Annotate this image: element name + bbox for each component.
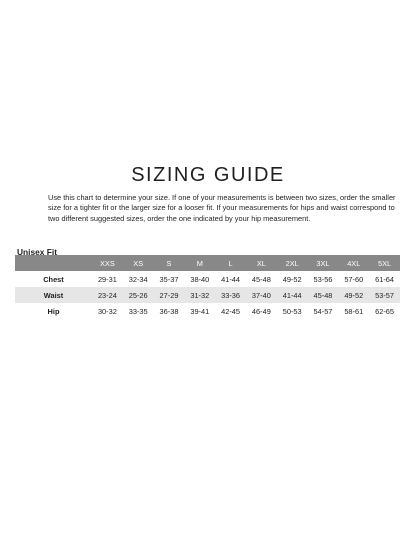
- size-header-2xl: 2XL: [285, 258, 299, 268]
- table-cell: 53-56: [313, 274, 333, 284]
- table-cell: 38-40: [190, 274, 210, 284]
- table-row-hip: [15, 303, 400, 319]
- table-cell: 50-53: [282, 306, 302, 316]
- table-cell: 39-41: [190, 306, 210, 316]
- table-cell: 36-38: [159, 306, 179, 316]
- size-header-m: M: [196, 258, 203, 268]
- header-corner-cell: [15, 255, 92, 271]
- table-cell: 41-44: [221, 274, 241, 284]
- table-cell: 62-65: [375, 306, 395, 316]
- row-label-hip: Hip: [47, 306, 60, 316]
- table-cell: 33-36: [221, 290, 241, 300]
- row-label-chest: Chest: [43, 274, 64, 284]
- table-cell: 45-48: [251, 274, 271, 284]
- table-cell: 30-32: [97, 306, 117, 316]
- table-cell: 45-48: [313, 290, 333, 300]
- table-cell: 33-35: [128, 306, 148, 316]
- table-cell: 31-32: [190, 290, 210, 300]
- table-cell: 27-29: [159, 290, 179, 300]
- intro-paragraph: Use this chart to determine your size. If one of your measurements is between two sizes, order the smaller size for a tighter fit or the larger size for a looser fit. If your measurements for hips and waist correspond to two different suggested sizes, order the one indicated by your hip measurement.: [48, 193, 396, 223]
- size-header-row: [15, 255, 400, 271]
- table-cell: 57-60: [344, 274, 364, 284]
- size-header-5xl: 5XL: [378, 258, 392, 268]
- table-cell: 25-26: [128, 290, 148, 300]
- table-cell: 41-44: [282, 290, 302, 300]
- size-header-xxs: XXS: [100, 258, 115, 268]
- size-header-xl: XL: [256, 258, 266, 268]
- table-cell: 42-45: [221, 306, 241, 316]
- table-cell: 23-24: [97, 290, 117, 300]
- table-cell: 54-57: [313, 306, 333, 316]
- table-cell: 35-37: [159, 274, 179, 284]
- table-row-waist: [15, 287, 400, 303]
- table-cell: 49-52: [282, 274, 302, 284]
- row-label-waist: Waist: [43, 290, 64, 300]
- size-header-xs: XS: [133, 258, 144, 268]
- table-cell: 53-57: [375, 290, 395, 300]
- table-cell: 32-34: [128, 274, 148, 284]
- size-chart-table: [15, 255, 400, 319]
- table-row-chest: [15, 271, 400, 287]
- size-header-s: S: [166, 258, 172, 268]
- table-cell: 49-52: [344, 290, 364, 300]
- size-header-4xl: 4XL: [347, 258, 361, 268]
- section-label-unisex-fit: Unisex Fit: [17, 247, 58, 257]
- table-cell: 61-64: [375, 274, 395, 284]
- table-cell: 58-61: [344, 306, 364, 316]
- size-header-3xl: 3XL: [316, 258, 330, 268]
- table-cell: 37-40: [251, 290, 271, 300]
- page-title: SIZING GUIDE: [131, 164, 285, 186]
- table-cell: 46-49: [251, 306, 271, 316]
- size-header-l: L: [228, 258, 233, 268]
- table-cell: 29-31: [97, 274, 117, 284]
